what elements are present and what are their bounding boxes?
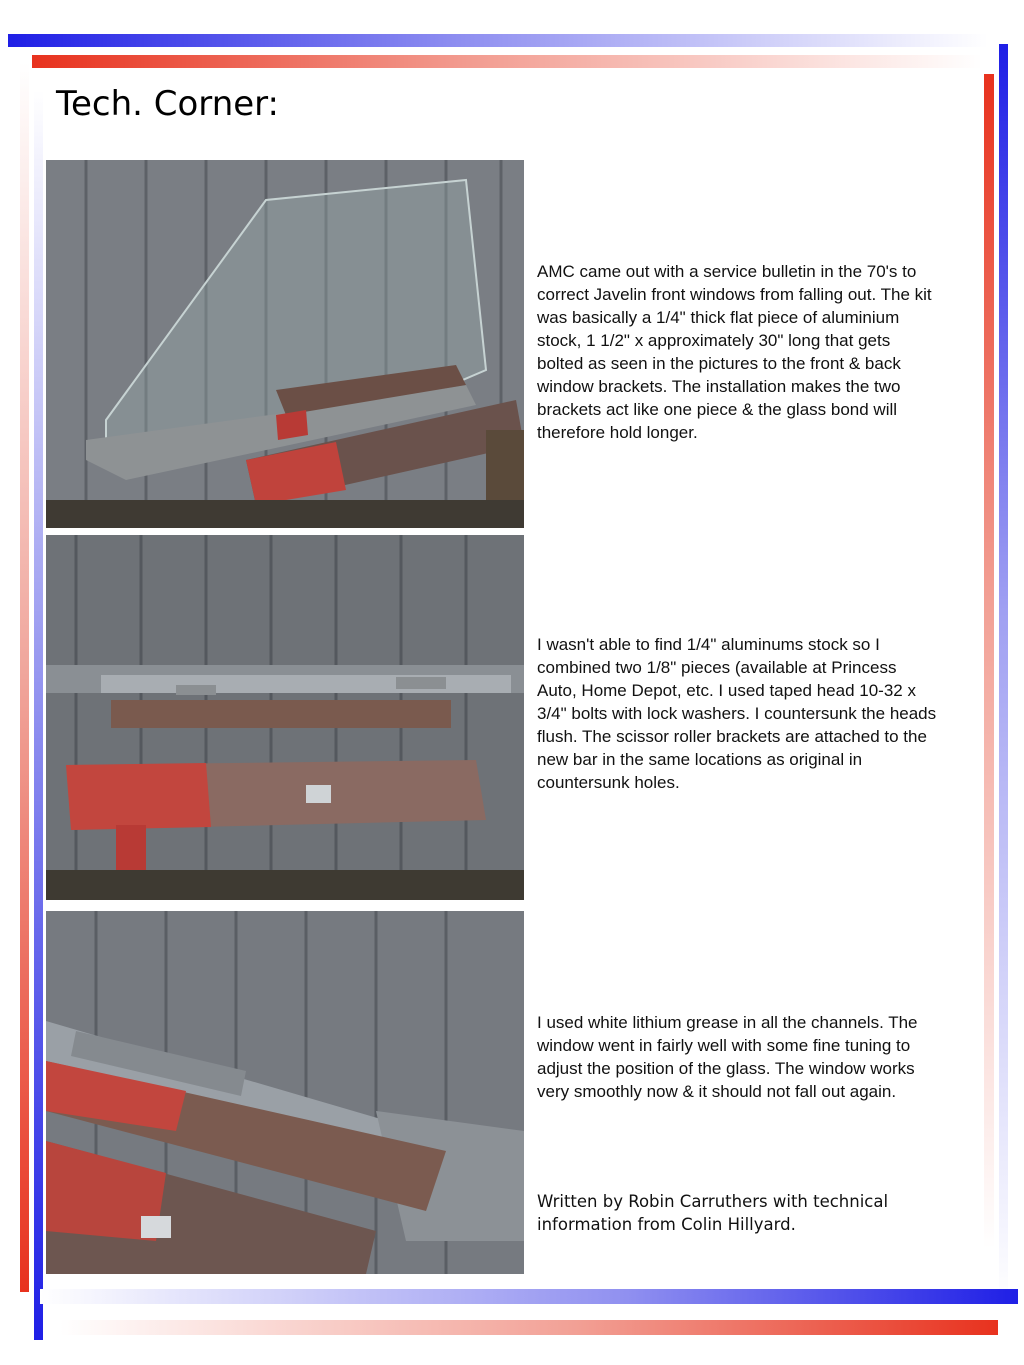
top-blue-bar: [8, 34, 988, 47]
left-red-bar: [20, 62, 29, 1292]
bottom-red-bar: [60, 1320, 998, 1335]
photo-window-glass-on-bench: [46, 160, 524, 528]
section-2-text: I wasn't able to find 1/4" aluminums stock so I combined two 1/8" pieces (available at Princess Auto, Home Depot, etc. I used taped head 10-32 x 3/4" bolts with lock washers. I countersunk the heads flush. The scissor roller brackets are attached to the new bar in the same locations as original in countersunk holes.: [537, 635, 937, 792]
byline: Written by Robin Carruthers with technical information from Colin Hillyard.: [537, 1192, 889, 1234]
right-red-bar: [984, 74, 994, 1249]
page-title: Tech. Corner:: [56, 84, 279, 124]
photo-aluminium-bar-on-bench: [46, 535, 524, 900]
left-blue-bar: [34, 90, 43, 1340]
right-blue-bar: [999, 44, 1008, 1304]
top-red-bar: [32, 55, 982, 68]
photo-installed-bar-closeup: [46, 911, 524, 1274]
bottom-blue-bar: [40, 1289, 1018, 1304]
section-3-text: I used white lithium grease in all the channels. The window went in fairly well with some fine tuning to adjust the position of the glass. The window works very smoothly now & it should not fall out again.: [537, 1013, 918, 1101]
section-1-text: AMC came out with a service bulletin in the 70's to correct Javelin front windows from falling out. The kit was basically a 1/4" thick flat piece of aluminium stock, 1 1/2" x approximately 30" long that gets bolted as seen in the pictures to the front & back window brackets. The installation makes the two brackets act like one piece & the glass bond will therefore hold longer.: [537, 262, 932, 442]
